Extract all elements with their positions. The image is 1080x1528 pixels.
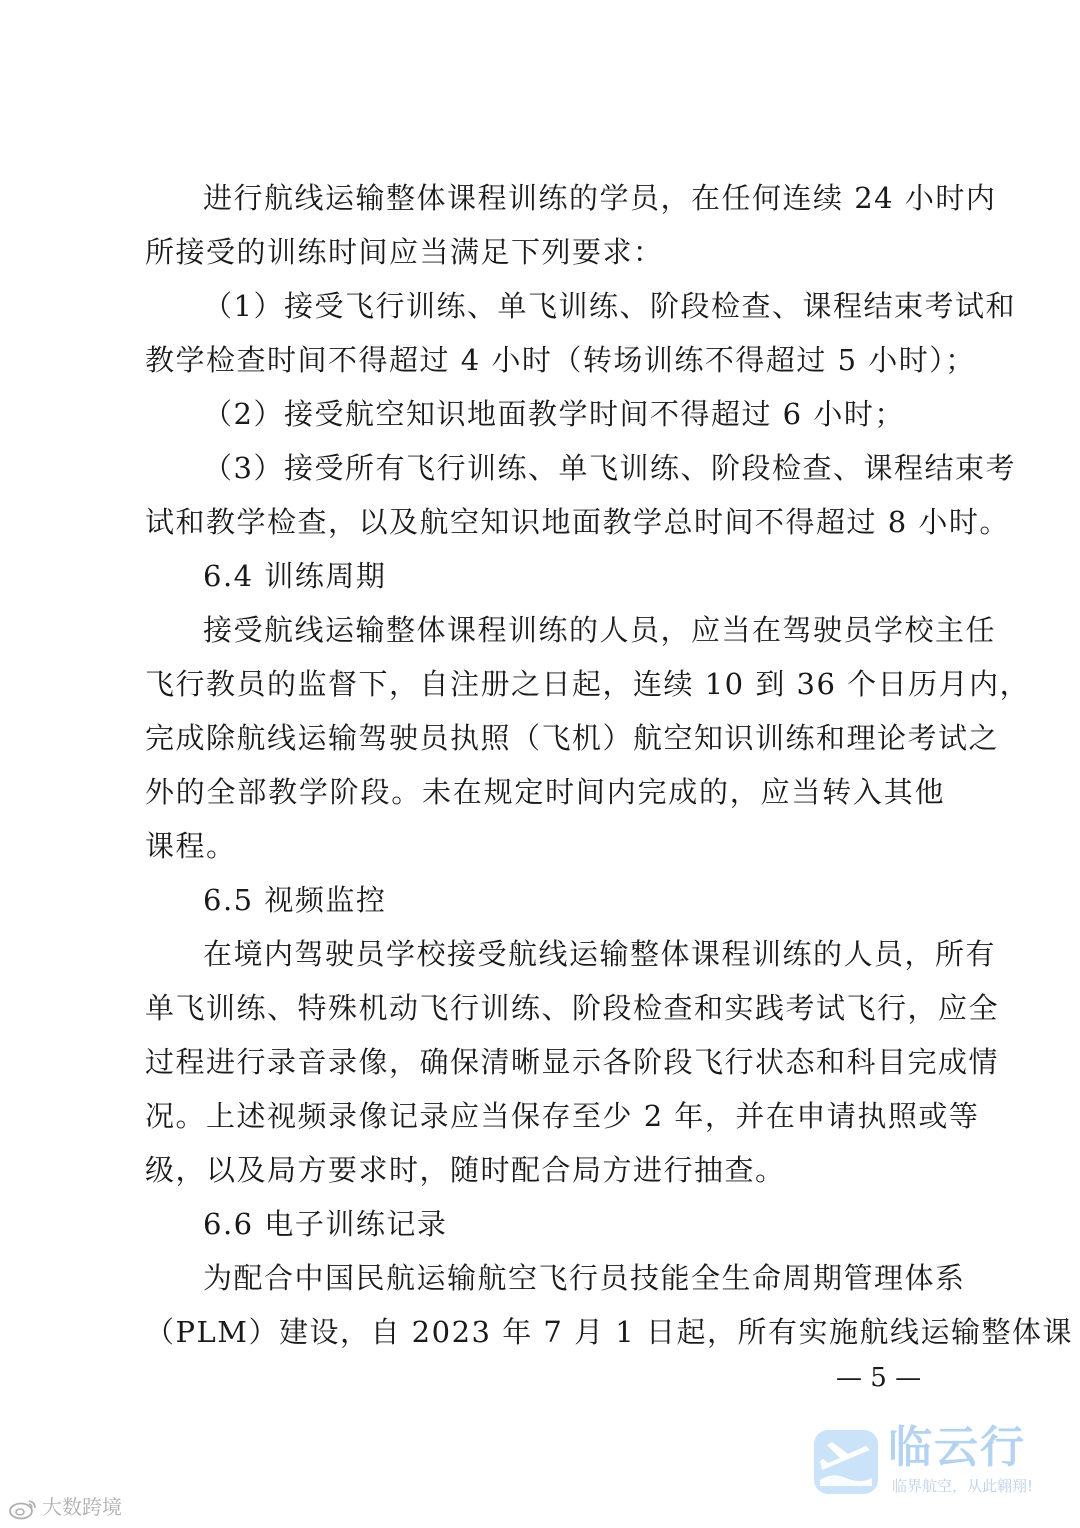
paragraph-line: 飞行教员的监督下，自注册之日起，连续 10 到 36 个日历月内， [145,667,1031,701]
paragraph-line: 况。上述视频录像记录应当保存至少 2 年，并在申请执照或等 [145,1099,980,1133]
paragraph-line: 为配合中国民航运输航空飞行员技能全生命周期管理体系 [203,1261,966,1295]
paragraph-line: （3）接受所有飞行训练、单飞训练、阶段检查、课程结束考 [203,451,1016,485]
airplane-icon [812,1428,880,1496]
paragraph-line: 在境内驾驶员学校接受航线运输整体课程训练的人员，所有 [203,937,997,971]
section-heading: 6.6 电子训练记录 [203,1207,448,1241]
watermark-slogan: 临界航空，从此翱翔! [892,1477,1034,1495]
paragraph-line: 所接受的训练时间应当满足下列要求： [145,235,664,269]
page-number: — 5 — [836,1363,922,1393]
section-heading: 6.5 视频监控 [203,883,387,917]
paragraph-line: 试和教学检查，以及航空知识地面教学总时间不得超过 8 小时。 [145,505,1010,539]
paragraph-line: 单飞训练、特殊机动飞行训练、阶段检查和实践考试飞行，应全 [145,991,1000,1025]
paragraph-line: （1）接受飞行训练、单飞训练、阶段检查、课程结束考试和 [203,289,1016,323]
paragraph-line: 级，以及局方要求时，随时配合局方进行抽查。 [145,1153,786,1187]
paragraph-line: 课程。 [145,829,237,863]
weibo-icon [8,1498,38,1520]
paragraph-line: 进行航线运输整体课程训练的学员，在任何连续 24 小时内 [203,181,997,215]
watermark-logo [812,1420,1032,1505]
source-watermark [8,1492,122,1522]
paragraph-line: 外的全部教学阶段。未在规定时间内完成的，应当转入其他 [145,775,945,809]
paragraph-line: （2）接受航空知识地面教学时间不得超过 6 小时； [203,397,905,431]
paragraph-line: 过程进行录音录像，确保清晰显示各阶段飞行状态和科目完成情 [145,1045,1000,1079]
source-watermark-text: 大数跨境 [42,1495,122,1519]
section-heading: 6.4 训练周期 [203,559,387,593]
paragraph-line: 接受航线运输整体课程训练的人员，应当在驾驶员学校主任 [203,613,997,647]
paragraph-line: 教学检查时间不得超过 4 小时（转场训练不得超过 5 小时）； [145,343,976,377]
paragraph-line: （PLM）建设，自 2023 年 7 月 1 日起，所有实施航线运输整体课 [145,1315,1073,1349]
paragraph-line: 完成除航线运输驾驶员执照（飞机）航空知识训练和理论考试之 [145,721,1000,755]
watermark-brand: 临云行 [888,1422,1026,1473]
